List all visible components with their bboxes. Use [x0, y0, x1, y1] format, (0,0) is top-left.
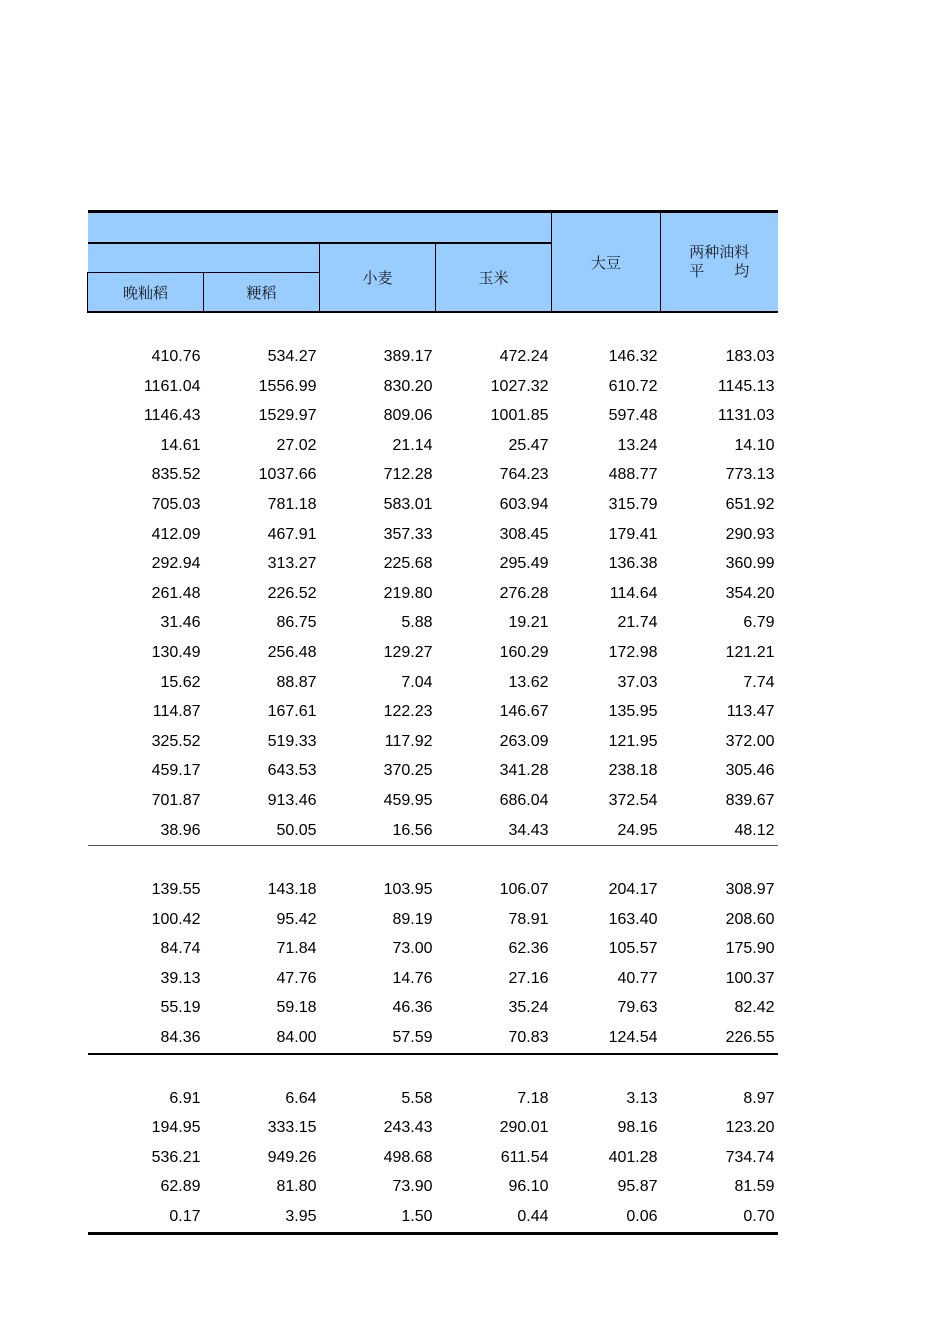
table-cell: 16.56 — [320, 816, 436, 846]
table-row — [88, 1113, 778, 1143]
spacer-cell — [552, 1054, 661, 1084]
table-cell: 167.61 — [267, 703, 317, 721]
table-cell: 261.48 — [151, 584, 201, 602]
table-body — [88, 312, 778, 1233]
table-cell: 651.92 — [725, 495, 775, 513]
table-cell: 136.38 — [608, 555, 658, 573]
spacer-cell — [661, 312, 778, 342]
spacer-cell — [552, 846, 661, 876]
table-row — [88, 1202, 778, 1233]
table-cell: 701.87 — [151, 791, 201, 809]
table-row — [88, 460, 778, 490]
table-cell: 82.42 — [734, 999, 775, 1017]
table-cell: 146.67 — [499, 703, 549, 721]
table-cell: 712.28 — [383, 466, 433, 484]
header-oilseed-label: 两种油料 平 均 — [689, 243, 750, 280]
table-cell: 292.94 — [151, 555, 201, 573]
table-row — [88, 1172, 778, 1202]
table-cell: 79.63 — [617, 999, 658, 1017]
table-cell: 88.87 — [276, 673, 317, 691]
table-cell: 14.76 — [392, 969, 433, 987]
spacer-cell — [436, 846, 552, 876]
table-cell: 55.19 — [160, 999, 201, 1017]
table-cell: 472.24 — [499, 348, 549, 365]
header-group-rice — [88, 243, 320, 273]
table-cell: 5.58 — [401, 1089, 433, 1107]
table-cell: 949.26 — [267, 1148, 317, 1166]
table-cell: 0.06 — [552, 1202, 661, 1233]
spacer-cell — [88, 846, 204, 876]
table-cell: 13.62 — [508, 673, 549, 691]
header-japonica-rice: 粳稻 — [204, 273, 320, 313]
table-cell: 410.76 — [151, 348, 201, 365]
table-row — [88, 638, 778, 668]
table-cell: 73.90 — [392, 1178, 433, 1196]
cost-table — [87, 210, 778, 1235]
table-row — [88, 342, 778, 372]
table-cell: 105.57 — [608, 940, 658, 958]
table-cell: 48.12 — [661, 816, 778, 846]
table-cell: 160.29 — [499, 643, 549, 661]
table-cell: 130.49 — [151, 643, 201, 661]
table-cell: 27.02 — [276, 436, 317, 454]
table-cell: 0.17 — [88, 1202, 204, 1233]
table-cell: 86.75 — [276, 614, 317, 632]
table-cell: 830.20 — [383, 377, 433, 395]
table-row — [88, 964, 778, 994]
table-cell: 372.54 — [608, 791, 658, 809]
table-cell: 84.74 — [160, 940, 201, 958]
table-cell: 534.27 — [267, 348, 317, 365]
table-cell: 226.52 — [267, 584, 317, 602]
table-cell: 81.59 — [734, 1178, 775, 1196]
table-cell: 24.95 — [552, 816, 661, 846]
table-row — [88, 875, 778, 905]
table-cell: 357.33 — [383, 525, 433, 543]
spacer-cell — [88, 312, 204, 342]
table-cell: 95.42 — [276, 910, 317, 928]
table-row — [88, 372, 778, 402]
table-cell: 372.00 — [725, 732, 775, 750]
table-row — [88, 1084, 778, 1114]
header-group-grains-top — [88, 212, 552, 244]
table-cell: 6.91 — [169, 1089, 201, 1107]
table-cell: 290.93 — [725, 525, 775, 543]
table-row — [88, 1023, 778, 1054]
table-row — [88, 786, 778, 816]
table-cell: 243.43 — [383, 1119, 433, 1137]
table-cell: 73.00 — [392, 940, 433, 958]
spacer-cell — [204, 312, 320, 342]
table-cell: 370.25 — [383, 762, 433, 780]
table-cell: 81.80 — [276, 1178, 317, 1196]
table-cell: 114.64 — [609, 584, 658, 602]
table-cell: 40.77 — [617, 969, 658, 987]
table-cell: 354.20 — [725, 584, 775, 602]
table-cell: 14.10 — [734, 436, 775, 454]
table-cell: 1131.03 — [717, 407, 775, 425]
table-cell: 1.50 — [320, 1202, 436, 1233]
table-cell: 686.04 — [499, 791, 549, 809]
table-cell: 1529.97 — [258, 407, 317, 425]
table-row — [88, 993, 778, 1023]
table-row — [88, 697, 778, 727]
header-corn: 玉米 — [436, 243, 552, 312]
table-cell: 47.76 — [276, 969, 317, 987]
table-cell: 308.97 — [725, 881, 775, 899]
table-row — [88, 549, 778, 579]
table-cell: 57.59 — [320, 1023, 436, 1054]
table-cell: 315.79 — [608, 495, 658, 513]
table-cell: 7.74 — [743, 673, 775, 691]
table-cell: 333.15 — [267, 1119, 317, 1137]
table-cell: 290.01 — [499, 1119, 549, 1137]
table-cell: 3.95 — [204, 1202, 320, 1233]
table-cell: 913.46 — [267, 791, 317, 809]
table-row — [88, 520, 778, 550]
table-cell: 238.18 — [608, 762, 658, 780]
table-cell: 412.09 — [151, 525, 201, 543]
table-cell: 71.84 — [276, 940, 317, 958]
table-cell: 15.62 — [160, 673, 201, 691]
table-cell: 360.99 — [725, 555, 775, 573]
table-cell: 208.60 — [725, 910, 775, 928]
table-cell: 0.70 — [661, 1202, 778, 1233]
table-cell: 611.54 — [500, 1148, 549, 1166]
table-cell: 3.13 — [626, 1089, 658, 1107]
table-cell: 179.41 — [608, 525, 658, 543]
table-cell: 389.17 — [383, 348, 433, 365]
table-cell: 498.68 — [383, 1148, 433, 1166]
section-gap-row — [88, 312, 778, 342]
table-cell: 143.18 — [267, 881, 317, 899]
table-row — [88, 756, 778, 786]
table-cell: 219.80 — [383, 584, 433, 602]
table-cell: 37.03 — [617, 673, 658, 691]
table-cell: 256.48 — [267, 643, 317, 661]
table-cell: 46.36 — [392, 999, 433, 1017]
table-cell: 122.23 — [383, 703, 433, 721]
spacer-cell — [436, 1054, 552, 1084]
table-header — [88, 212, 778, 313]
table-cell: 172.98 — [608, 643, 658, 661]
table-cell: 121.21 — [725, 643, 775, 661]
spacer-cell — [204, 1054, 320, 1084]
table-cell: 84.36 — [88, 1023, 204, 1054]
table-cell: 59.18 — [276, 999, 317, 1017]
header-oilseed-average — [661, 212, 778, 313]
table-cell: 809.06 — [383, 407, 433, 425]
table-cell: 21.14 — [392, 436, 433, 454]
table-row — [88, 668, 778, 698]
spacer-cell — [320, 846, 436, 876]
table-cell: 325.52 — [151, 732, 201, 750]
table-cell: 705.03 — [151, 495, 201, 513]
table-cell: 764.23 — [499, 466, 549, 484]
table-cell: 276.28 — [499, 584, 549, 602]
spacer-cell — [88, 1054, 204, 1084]
table-cell: 39.13 — [160, 969, 201, 987]
table-cell: 1001.85 — [490, 407, 549, 425]
table-cell: 225.68 — [383, 555, 433, 573]
table-cell: 583.01 — [383, 495, 433, 513]
table-row — [88, 490, 778, 520]
table-cell: 70.83 — [436, 1023, 552, 1054]
table-row — [88, 727, 778, 757]
table-row — [88, 816, 778, 846]
table-cell: 163.40 — [608, 910, 658, 928]
table-cell: 96.10 — [508, 1178, 549, 1196]
table-row — [88, 1143, 778, 1173]
table-cell: 610.72 — [608, 377, 658, 395]
spacer-cell — [320, 312, 436, 342]
table-cell: 204.17 — [608, 881, 658, 899]
table-cell: 62.89 — [160, 1178, 201, 1196]
table-cell: 603.94 — [499, 495, 549, 513]
section-gap-row — [88, 846, 778, 876]
table-cell: 308.45 — [499, 525, 549, 543]
table-cell: 100.42 — [151, 910, 201, 928]
table-row — [88, 905, 778, 935]
table-row — [88, 608, 778, 638]
table-cell: 84.00 — [204, 1023, 320, 1054]
table-cell: 146.32 — [608, 348, 658, 365]
table-cell: 226.55 — [661, 1023, 778, 1054]
table-cell: 341.28 — [499, 762, 549, 780]
table-cell: 0.44 — [436, 1202, 552, 1233]
table-cell: 6.64 — [285, 1089, 317, 1107]
table-cell: 98.16 — [617, 1119, 658, 1137]
table-cell: 7.04 — [401, 673, 433, 691]
cost-table-sheet — [87, 210, 777, 1235]
table-cell: 459.95 — [383, 791, 433, 809]
table-cell: 1027.32 — [490, 377, 549, 395]
table-cell: 78.91 — [508, 910, 549, 928]
table-cell: 103.95 — [383, 881, 433, 899]
table-cell: 194.95 — [151, 1119, 201, 1137]
table-cell: 263.09 — [499, 732, 549, 750]
table-cell: 536.21 — [151, 1148, 201, 1166]
table-cell: 1556.99 — [258, 377, 317, 395]
table-cell: 7.18 — [517, 1089, 549, 1107]
table-cell: 519.33 — [267, 732, 317, 750]
table-row — [88, 431, 778, 461]
table-cell: 8.97 — [743, 1089, 775, 1107]
table-cell: 95.87 — [617, 1178, 658, 1196]
spacer-cell — [552, 312, 661, 342]
table-cell: 839.67 — [725, 791, 775, 809]
table-cell: 643.53 — [267, 762, 317, 780]
table-cell: 106.07 — [499, 881, 549, 899]
header-late-indica-rice: 晚籼稻 — [88, 273, 204, 313]
spacer-cell — [204, 846, 320, 876]
table-cell: 38.96 — [88, 816, 204, 846]
table-cell: 5.88 — [401, 614, 433, 632]
table-cell: 19.21 — [508, 614, 549, 632]
table-cell: 1146.43 — [143, 407, 201, 425]
table-cell: 734.74 — [725, 1148, 775, 1166]
table-row — [88, 934, 778, 964]
table-cell: 100.37 — [725, 969, 775, 987]
table-cell: 25.47 — [508, 436, 549, 454]
table-cell: 114.87 — [152, 703, 201, 721]
table-cell: 835.52 — [151, 466, 201, 484]
table-cell: 123.20 — [725, 1119, 775, 1137]
table-cell: 89.19 — [392, 910, 433, 928]
table-cell: 62.36 — [508, 940, 549, 958]
table-cell: 34.43 — [436, 816, 552, 846]
table-cell: 124.54 — [552, 1023, 661, 1054]
table-cell: 35.24 — [508, 999, 549, 1017]
table-cell: 139.55 — [151, 881, 201, 899]
spacer-cell — [320, 1054, 436, 1084]
table-row — [88, 401, 778, 431]
table-cell: 467.91 — [267, 525, 317, 543]
table-cell: 13.24 — [617, 436, 658, 454]
table-cell: 113.47 — [726, 703, 775, 721]
table-cell: 129.27 — [383, 643, 433, 661]
header-soybean: 大豆 — [552, 212, 661, 313]
table-cell: 50.05 — [204, 816, 320, 846]
table-cell: 121.95 — [608, 732, 658, 750]
table-cell: 488.77 — [608, 466, 658, 484]
table-cell: 14.61 — [160, 436, 201, 454]
table-cell: 117.92 — [384, 732, 433, 750]
table-cell: 1037.66 — [258, 466, 317, 484]
table-row — [88, 579, 778, 609]
spacer-cell — [661, 1054, 778, 1084]
table-cell: 135.95 — [608, 703, 658, 721]
section-gap-row — [88, 1054, 778, 1084]
table-cell: 313.27 — [267, 555, 317, 573]
table-cell: 21.74 — [617, 614, 658, 632]
table-cell: 1145.13 — [717, 377, 775, 395]
table-cell: 773.13 — [725, 466, 775, 484]
table-cell: 31.46 — [160, 614, 201, 632]
table-cell: 1161.04 — [143, 377, 201, 395]
table-cell: 295.49 — [499, 555, 549, 573]
spacer-cell — [436, 312, 552, 342]
spacer-cell — [661, 846, 778, 876]
table-cell: 459.17 — [151, 762, 201, 780]
table-cell: 6.79 — [743, 614, 775, 632]
table-cell: 175.90 — [725, 940, 775, 958]
table-cell: 597.48 — [608, 407, 658, 425]
table-cell: 781.18 — [267, 495, 317, 513]
table-cell: 183.03 — [725, 348, 775, 365]
table-cell: 305.46 — [725, 762, 775, 780]
header-wheat: 小麦 — [320, 243, 436, 312]
table-cell: 401.28 — [608, 1148, 658, 1166]
table-cell: 27.16 — [508, 969, 549, 987]
